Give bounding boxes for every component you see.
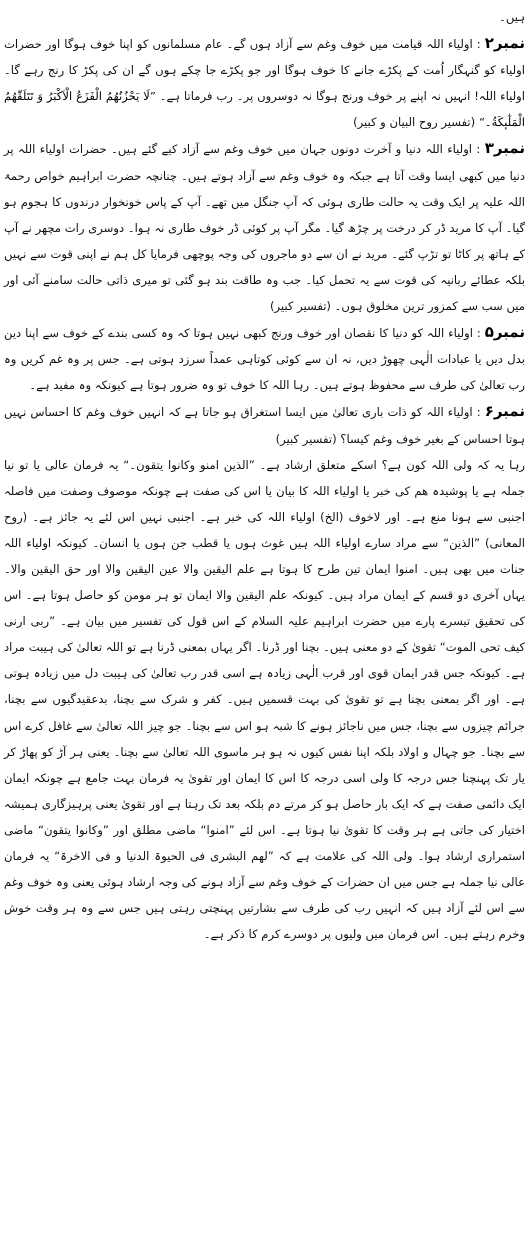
point-label: نمبر۳ bbox=[484, 139, 525, 158]
paragraph-text: ہیں۔ bbox=[499, 10, 525, 24]
paragraph-text: رہا یہ کہ ولی اللہ کون ہے؟ اسکے متعلق ارشاد ہے۔ ”الذین امنو وکانوا یتقون۔“ یہ فرمان عالی یا تو نیا جملہ ہے یا پوشیدہ ھم کی خبر یا اولیاء اللہ کا بیان یا اس کی صفت ہے چونکہ موصوف وصفت میں فاصلہ اجنبی سے ہونا منع ہے۔ اور لاخوف (الخ) اولیاء اللہ کی خبر ہے۔ اجنبی نہیں اس لئے یہ جائز ہے۔ (روح المعانی) ”الذین“ سے مراد سارے اولیاء اللہ ہیں غوث ہوں یا قطب جن ہوں یا انسان۔ کیونکہ اولیاء اللہ جنات میں بھی ہیں۔ امنوا ایمان تین طرح کا ہوتا ہے علم الیقین والا عین الیقین والا اور حق الیقین والا۔ یہاں آخری دو قسم کے ایمان مراد ہیں۔ کیونکہ علم الیقین والا ایمان تو ہر مومن کو حاصل ہوتا ہے۔ اس کی تحقیق تیسرے پارے میں حضرت ابراہیم علیہ السلام کے اس قول کی تفسیر میں بیان ہے۔ ”ربی ارنی کیف تحی الموت“ تقویٰ کے دو معنی ہیں۔ بچنا اور ڈرنا۔ اگر یہاں بمعنی ڈرنا ہے تو اللہ تعالیٰ کی ہیبت مراد ہے۔ کیونکہ جس قدر ایمان قوی اور قرب الٰہی زیادہ ہے اسی قدر رب تعالیٰ کی ہیبت دل میں زیادہ ہوتی ہے۔ اور اگر بمعنی بچنا ہے تو تقویٰ کی بہت قسمیں ہیں۔ کفر و شرک سے بچنا، بدعقیدگیوں سے بچنا، جرائم چیزوں سے بچنا، جس میں ناجائز ہونے کا شبہ ہو اس سے بچنا۔ جو چیز اللہ تعالیٰ سے غافل کرے اس سے بچنا۔ جو چہال و اولاد بلکہ اپنا نفس کیوں نہ ہو ہر ماسوی اللہ تعالیٰ سے بچنا۔ یعنی ہر آڑ کو پھاڑ کر یار تک پہنچنا جس درجہ کا ولی اسی درجہ کا اس کا ایمان اور تقویٰ یہ فرمان بہت جامع ہے چونکہ ایمان ایک دائمی صفت ہے کہ ایک بار حاصل ہو کر مرتے دم بلکہ بعد تک رہتا ہے اور تقویٰ یعنی پرہیزگاری ہمیشہ اختیار کی جاتی ہے ہر وقت کا تقویٰ نیا ہوتا ہے۔ اس لئے ”امنوا“ ماضی مطلق اور ”وکانوا یتقون“ ماضی استمراری ارشاد ہوا۔ ولی اللہ کی علامت ہے کہ ”لھم البشری فی الحیوۃ الدنیا و فی الاخرۃ“ یہ فرمان عالی نیا جملہ ہے جس میں ان حضرات کے خوف وغم سے آزاد ہونے کی وجہ ارشاد ہوئی یعنی وہ خوف وغم سے اس لئے آزاد ہیں کہ انہیں رب کی طرف سے بشارتیں پہنچتی رہتی ہیں جس سے وہ ہر وقت خوش وخرم رہتے ہیں۔ اس فرمان میں ولیوں پر دوسرے کرم کا ذکر ہے۔ bbox=[4, 457, 525, 942]
citation: (تفسیر روح البیان و کبیر) bbox=[353, 115, 476, 130]
paragraph-point-2 bbox=[4, 30, 525, 135]
quranic-verse: ”لَا یَحْزُنُهُمُ الْفَزَعُ الْاَكْبَرُ وَ تَتَلَقّٰهُمُ الْمَلٰٓىٕكَةُ۔“ bbox=[4, 89, 525, 130]
paragraph-text: : اولیاء اللہ کو ذات باری تعالیٰ میں ایسا استغراق ہو جاتا ہے کہ انہیں خوف وغم کا احساس نہیں ہوتا احساس کے بغیر خوف وغم کیسا؟ bbox=[4, 405, 525, 446]
point-label: نمبر۲ bbox=[484, 34, 526, 53]
paragraph-intro bbox=[4, 4, 525, 30]
point-label: نمبر۵ bbox=[484, 323, 525, 342]
paragraph-point-3 bbox=[4, 135, 525, 319]
point-label: نمبر۶ bbox=[484, 402, 525, 421]
paragraph-text: : اولیاء اللہ قیامت میں خوف وغم سے آزاد ہوں گے۔ عام مسلمانوں کو اپنا خوف ہوگا اور حضرات اولیاء کو گنہگار اُمت کے پکڑے جانے کا خوف ہوگا اور جو پکڑے جا چکے ہوں گے ان کی پکڑ کا رنج رہے گا۔ اولیاء اللہ! انہیں نہ اپنے پر خوف ورنج ہوگا نہ دوسروں پر۔ رب فرماتا ہے۔ bbox=[4, 37, 525, 104]
paragraph-text: : اولیاء اللہ کو دنیا کا نقصان اور خوف ورنج کبھی نہیں ہوتا کہ وہ کسی بندے کے خوف سے اپنا دین بدل دیں یا عبادات الٰہی چھوڑ دیں، نہ ان سے کوئی کوتاہی عمداً سرزد ہوتی ہے۔ جس پر وہ غم کریں وہ رب تعالیٰ کی طرف سے محفوظ ہوتے ہیں۔ رہا اللہ کا خوف تو وہ ضرور ہوتا ہے کیونکہ وہ مفید ہے۔ bbox=[4, 326, 525, 393]
paragraph-point-5 bbox=[4, 319, 525, 398]
paragraph-wali-definition bbox=[4, 452, 525, 948]
citation: (تفسیر کبیر) bbox=[269, 299, 331, 314]
citation: (تفسیر کبیر) bbox=[275, 431, 337, 446]
paragraph-text: : اولیاء اللہ دنیا و آخرت دونوں جہان میں خوف وغم سے آزاد کیے گئے ہیں۔ حضرات اولیاء اللہ پر دنیا میں کبھی ایسا وقت آتا ہے جبکہ وہ خوف وغم سے آزاد ہوتے ہیں۔ چنانچہ حضرت ابراہیم خواص رحمۃ اللہ علیہ پر ایک وقت یہ حالت طاری ہوئی کہ آپ جنگل میں تھے۔ آپ کے پاس خونخوار درندوں کا ہجوم ہو گیا۔ آپ کا مرید ڈر کر درخت پر چڑھ گیا۔ مگر آپ پر کوئی ڈر خوف طاری نہ ہوا۔ دوسری رات مچھر نے آپ کے ہاتھ پر کاٹا تو تڑپ گئے۔ مرید نے ان سے دو ماجروں کی وجہ پوچھی فرمایا کل ہم نے اپنی قوت سے نہیں بلکہ عطائے ربانیہ کی قوت سے یہ تحمل کیا۔ جب وہ طاقت بند ہو گئی تو میری ذاتی حالت سامنے آئی اور میں سب سے کمزور ترین مخلوق ہوں۔ bbox=[4, 142, 525, 314]
paragraph-point-6 bbox=[4, 398, 525, 451]
